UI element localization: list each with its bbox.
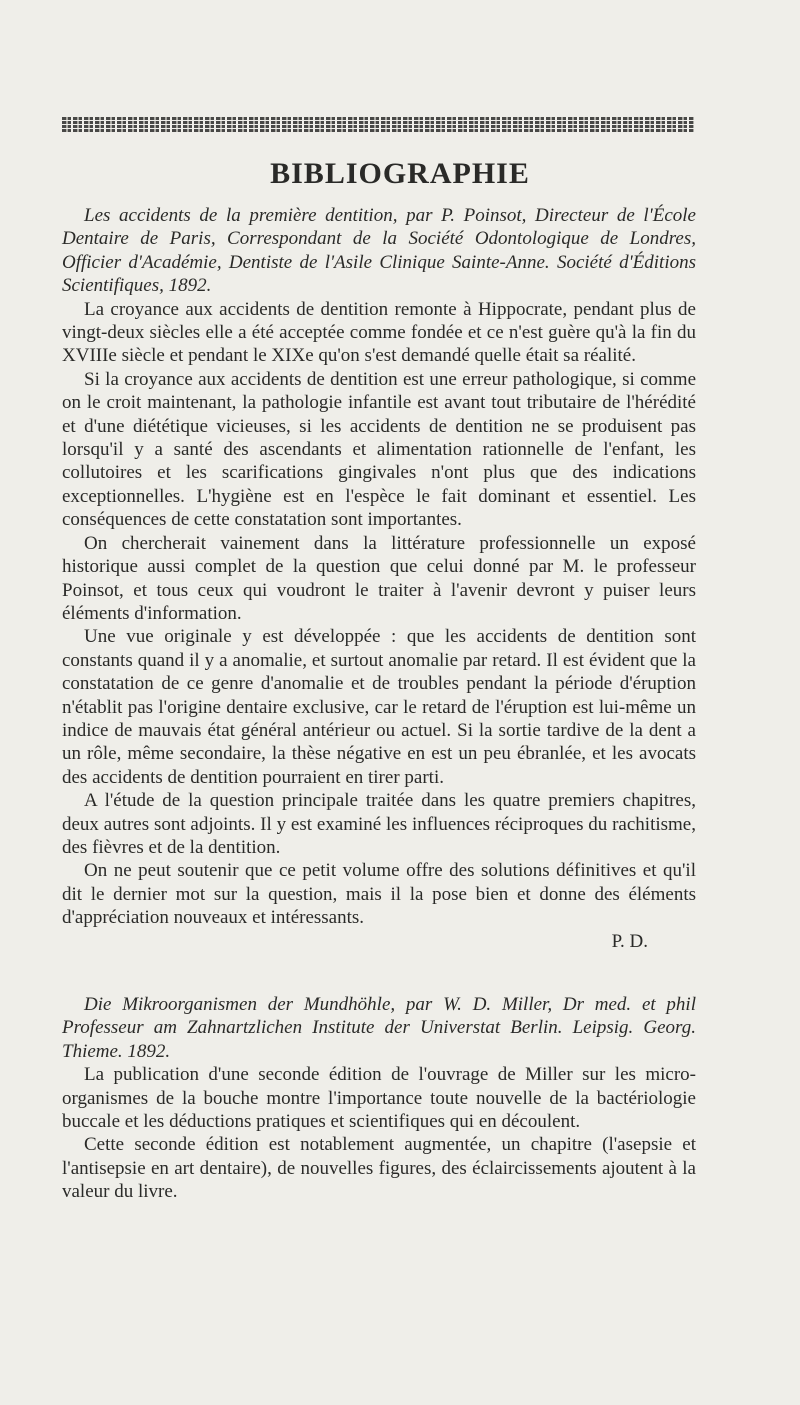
review-1-paragraph: Une vue originale y est développée : que les accidents de dentition sont constants quand il y a anomalie, et surtout anomalie par retard. Il est évident que la constatation de ce genre d'anomalie et de troubles pendant la période d'éruption n'établit pas l'origine dentaire exclusive, car le retard de l'éruption est lui-même un indice de mauvais état général antérieur ou actuel. Si la sortie tardive de la dent a un rôle, même secondaire, la thèse négative en est un peu ébranlée, et les avocats des accidents de dentition pourraient en tirer parti. bbox=[62, 626, 696, 788]
review-1-paragraph: A l'étude de la question principale traitée dans les quatre premiers chapitres, deux autres sont adjoints. Il y est examiné les influences réciproques du rachitisme, des fièvres et de la dentition. bbox=[62, 790, 696, 858]
review-1-signature: P. D. bbox=[611, 930, 648, 952]
review-2-paragraph: La publication d'une seconde édition de l'ouvrage de Miller sur les micro-organismes de la bouche montre l'importance toute nouvelle de la bactériologie buccale et les déductions pratiques et scientifiques qui en découlent. bbox=[62, 1064, 696, 1133]
review-2-reference: Die Mikroorganismen der Mundhöhle, par W. D. Miller, Dr med. et phil Professeur am Zahnartzlichen Institute der Universtat Berlin. Leipsig. Georg. Thieme. 1892. bbox=[62, 994, 696, 1062]
article-body bbox=[62, 204, 696, 1204]
review-1-reference: Les accidents de la première dentition, par P. Poinsot, Directeur de l'École Dentaire de Paris, Correspondant de la Société Odontologique de Londres, Officier d'Académie, Dentiste de l'Asile Clinique Sainte-Anne. Société d'Éditions Scientifiques, 1892. bbox=[62, 205, 696, 297]
section-gap bbox=[62, 953, 696, 993]
review-2-paragraph: Cette seconde édition est notablement augmentée, un chapitre (l'asepsie et l'antisepsie en art dentaire), de nouvelles figures, des éclaircissements ajoutent à la valeur du livre. bbox=[62, 1134, 696, 1203]
review-1-paragraph: La croyance aux accidents de dentition remonte à Hippocrate, pendant plus de vingt-deux siècles elle a été acceptée comme fondée et ce n'est guère qu'à la fin du XVIIIe siècle et pendant le XIXe qu'on s'est demandé quelle était sa réalité. bbox=[62, 298, 696, 367]
page-title: BIBLIOGRAPHIE bbox=[270, 157, 530, 190]
review-1-paragraph: On ne peut soutenir que ce petit volume offre des solutions définitives et qu'il dit le dernier mot sur la question, mais il la pose bien et donne des éléments d'appréciation nouveaux et intéressants. bbox=[62, 860, 696, 929]
review-1-paragraph: On chercherait vainement dans la littérature professionnelle un exposé historique aussi complet de la question que celui donné par M. le professeur Poinsot, et tous ceux qui voudront le traiter à l'avenir devront y puiser leurs éléments d'information. bbox=[62, 532, 696, 624]
review-poinsot bbox=[62, 204, 696, 953]
decorative-header-band bbox=[62, 116, 694, 132]
review-1-paragraph: Si la croyance aux accidents de dentition est une erreur pathologique, si comme on le croit maintenant, la pathologie infantile est avant tout tributaire de l'hérédité et d'une diététique vicieuses, si les accidents de dentition ne se produisent pas lorsqu'il y a santé des ascendants et alimentation rationnelle de l'enfant, les collutoires et les scarifications gingivales n'ont plus que des indications exceptionnelles. L'hygiène est en l'espèce le fait dominant et essentiel. Les conséquences de cette constatation sont importantes. bbox=[62, 368, 696, 531]
review-miller bbox=[62, 993, 696, 1204]
